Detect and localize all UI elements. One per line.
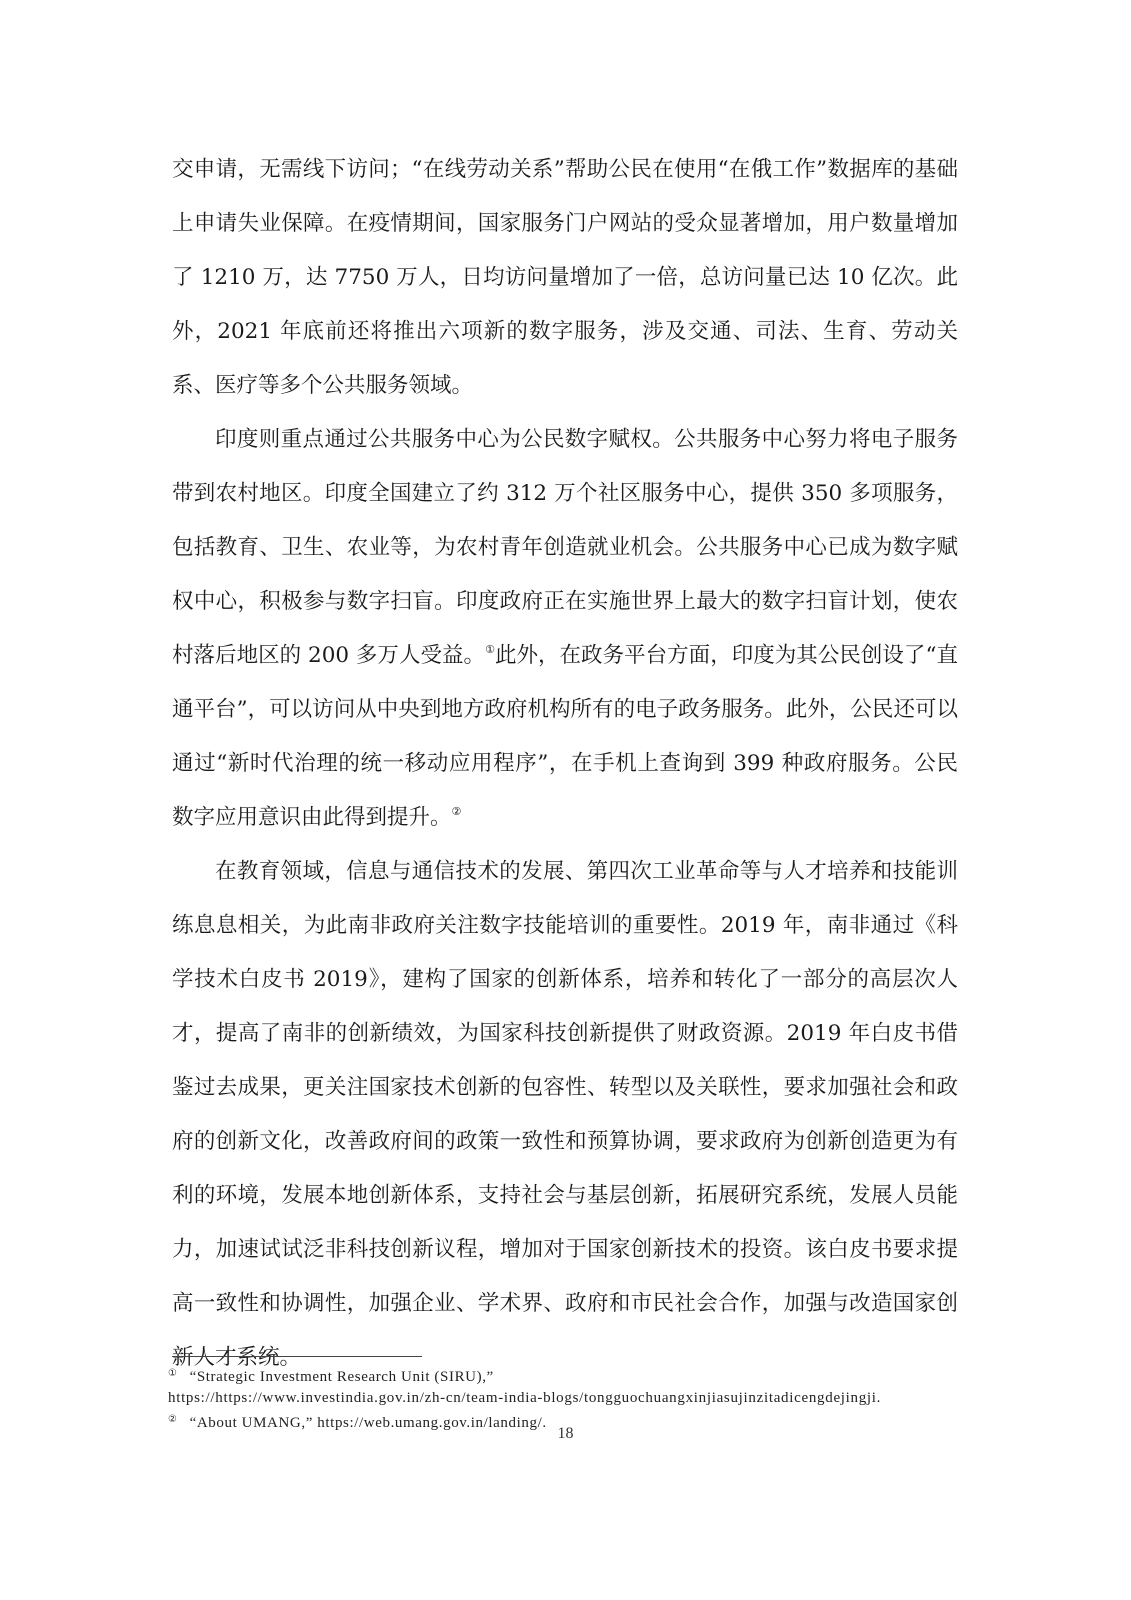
footnote-1-mark: ①: [168, 1368, 178, 1379]
paragraph-text: 此外，在政务平台方面，印度为其公民创设了“直通平台”，可以访问从中央到地方政府机构所有的电子政务服务。此外，公民还可以通过“新时代治理的统一移动应用程序”，在手机上查询到 399 种政府服务。公民数字应用意识由此得到提升。: [172, 643, 958, 830]
footnote-2-text[interactable]: “About UMANG,” https://web.umang.gov.in/landing/.: [189, 1415, 547, 1431]
paragraph-text: 在教育领域，信息与通信技术的发展、第四次工业革命等与人才培养和技能训练息息相关，为此南非政府关注数字技能培训的重要性。2019 年，南非通过《科学技术白皮书 2019》，建构了国家的创新体系，培养和转化了一部分的高层次人才，提高了南非的创新绩效，为国家科技创新提供了财政资源。2019 年白皮书借鉴过去成果，更关注国家技术创新的包容性、转型以及关联性，要求加强社会和政府的创新文化，改善政府间的政策一致性和预算协调，要求政府为创新创造更为有利的环境，发展本地创新体系，支持社会与基层创新，拓展研究系统，发展人员能力，加速试试泛非科技创新议程，增加对于国家创新技术的投资。该白皮书要求提高一致性和协调性，加强企业、学术界、政府和市民社会合作，加强与改造国家创新人才系统。: [172, 859, 958, 1370]
footnote-reference[interactable]: ②: [451, 805, 462, 818]
paragraph-3: [172, 845, 958, 1385]
footnote-separator: [172, 1356, 422, 1357]
footnote-1-url[interactable]: https://https://www.investindia.gov.in/zh-cn/team-india-blogs/tongguochuangxinjiasujinzitadicengdejingji.: [168, 1390, 882, 1406]
footnote-1: [168, 1363, 928, 1409]
paragraph-1: [172, 143, 958, 413]
paragraph-text: 交申请，无需线下访问；“在线劳动关系”帮助公民在使用“在俄工作”数据库的基础上申请失业保障。在疫情期间，国家服务门户网站的受众显著增加，用户数量增加了 1210 万，达 7750 万人，日均访问量增加了一倍，总访问量已达 10 亿次。此外，2021 年底前还将推出六项新的数字服务，涉及交通、司法、生育、劳动关系、医疗等多个公共服务领域。: [172, 157, 958, 398]
footnotes: [168, 1363, 928, 1434]
footnote-1-text: “Strategic Investment Research Unit (SIRU),”: [189, 1369, 494, 1385]
paragraph-text: 印度则重点通过公共服务中心为公民数字赋权。公共服务中心努力将电子服务带到农村地区。印度全国建立了约 312 万个社区服务中心，提供 350 多项服务，包括教育、卫生、农业等，为农村青年创造就业机会。公共服务中心已成为数字赋权中心，积极参与数字扫盲。印度政府正在实施世界上最大的数字扫盲计划，使农村落后地区的 200 多万人受益。: [172, 427, 958, 668]
footnote-reference[interactable]: ①: [485, 643, 495, 656]
page-number: 18: [557, 1425, 574, 1442]
paragraph-2: [172, 413, 958, 845]
footnote-2-mark: ②: [168, 1414, 178, 1425]
body-text: [172, 143, 958, 1385]
